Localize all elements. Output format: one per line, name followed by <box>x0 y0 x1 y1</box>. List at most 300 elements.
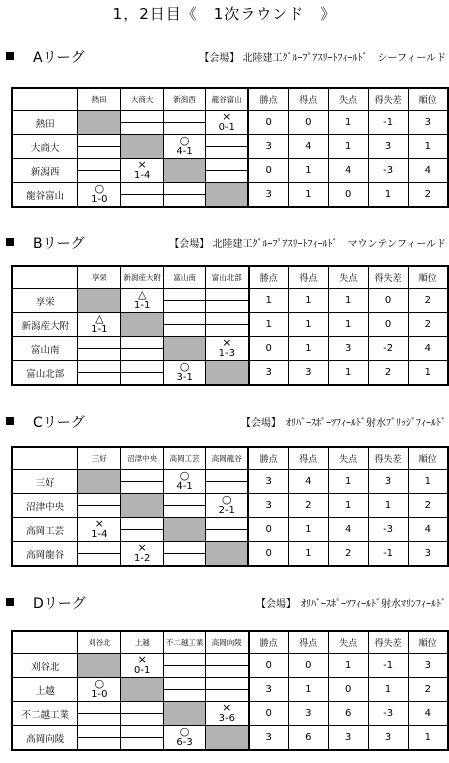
stat-value: 2 <box>288 494 328 518</box>
match-score: 4-1 <box>176 146 193 157</box>
match-result-cell <box>164 313 206 337</box>
match-result <box>78 494 120 517</box>
stat-value: 4 <box>408 337 448 361</box>
league-header <box>6 47 446 65</box>
match-result <box>164 135 205 158</box>
table-row <box>12 361 448 386</box>
match-result <box>164 542 205 565</box>
cell-divider <box>164 665 205 666</box>
stat-value: 1 <box>249 313 289 337</box>
table-row <box>12 494 448 518</box>
match-result <box>206 313 247 336</box>
league-table <box>11 630 449 751</box>
match-result <box>78 726 120 749</box>
match-result <box>78 135 120 158</box>
cell-divider <box>206 324 247 325</box>
match-result <box>121 111 163 134</box>
table-header-row <box>12 631 448 654</box>
stat-value: 0 <box>288 654 328 678</box>
result-mark: ○ <box>179 725 190 738</box>
square-bullet-icon <box>6 598 14 606</box>
table-row <box>12 678 448 702</box>
match-result-cell <box>164 111 206 135</box>
stat-value: 0 <box>368 313 408 337</box>
stat-value: 3 <box>248 135 288 159</box>
league-table <box>11 446 449 567</box>
match-result <box>206 337 247 360</box>
match-result-cell <box>206 494 249 518</box>
stat-value: 3 <box>368 135 408 159</box>
square-bullet-icon <box>6 417 14 425</box>
column-header-team: 享栄 <box>78 266 121 289</box>
match-result-cell <box>78 726 121 751</box>
row-team-name: 三好 <box>12 470 78 494</box>
column-header-team: 高岡龍谷 <box>206 447 249 470</box>
column-header-stat: 得失差 <box>368 447 408 470</box>
stat-value: 3 <box>368 726 408 751</box>
column-header-team: 新潟産大附 <box>121 266 164 289</box>
cell-divider <box>78 713 120 714</box>
column-header-stat: 順位 <box>408 266 448 289</box>
match-score: 2-1 <box>218 505 235 516</box>
match-result <box>121 361 163 384</box>
stat-value: 1 <box>328 654 368 678</box>
column-header-stat: 勝点 <box>248 447 288 470</box>
table-row <box>12 542 448 567</box>
result-mark: △ <box>137 288 147 301</box>
match-score: 1-1 <box>134 300 151 311</box>
stat-value: 1 <box>288 518 328 542</box>
league-header <box>6 593 446 611</box>
stat-value: 3 <box>248 183 288 208</box>
cell-divider <box>164 505 205 506</box>
match-result-cell <box>121 159 164 183</box>
stat-value: 3 <box>288 702 328 726</box>
match-result <box>78 542 120 565</box>
match-result-cell <box>121 111 164 135</box>
cell-divider <box>121 713 163 714</box>
row-team-name: 富山南 <box>12 337 78 361</box>
league-name: Cリーグ <box>33 415 85 431</box>
stat-value: 3 <box>249 678 289 702</box>
result-mark: ○ <box>221 493 232 506</box>
match-result <box>121 337 163 360</box>
match-result-cell <box>121 518 164 542</box>
stat-value: 4 <box>408 702 448 726</box>
match-result-cell <box>164 654 206 678</box>
column-header-team: 沼津中央 <box>121 447 164 470</box>
corner-cell <box>12 266 78 289</box>
column-header-stat: 得点 <box>288 266 328 289</box>
match-result-cell <box>206 135 249 159</box>
match-result <box>164 726 205 749</box>
match-result <box>164 111 205 134</box>
table-header-row <box>12 447 448 470</box>
column-header-stat: 勝点 <box>249 631 289 654</box>
result-mark: × <box>94 517 104 530</box>
stat-value: 1 <box>408 470 448 494</box>
match-result-cell <box>206 654 249 678</box>
stat-value: 2 <box>408 494 448 518</box>
self-match-cell <box>78 111 121 135</box>
match-score: 1-2 <box>133 553 151 564</box>
column-header-team: 高岡工芸 <box>164 447 206 470</box>
match-result-cell <box>206 337 249 361</box>
self-match-cell <box>121 313 164 337</box>
match-result-cell <box>206 678 249 702</box>
cell-divider <box>78 348 120 349</box>
match-result-cell <box>121 470 164 494</box>
stat-value: 0 <box>328 678 368 702</box>
cell-divider <box>206 529 247 530</box>
table-row <box>12 654 448 678</box>
match-score: 6-3 <box>176 737 193 748</box>
stat-value: 4 <box>408 159 448 183</box>
stat-value: 1 <box>368 183 408 208</box>
cell-divider <box>78 553 120 554</box>
match-result-cell <box>121 542 164 567</box>
corner-cell <box>12 88 78 111</box>
row-team-name: 大商大 <box>12 135 78 159</box>
column-header-stat: 得点 <box>288 447 328 470</box>
stat-value: -3 <box>368 518 408 542</box>
stat-value: -2 <box>368 337 408 361</box>
cell-divider <box>206 170 247 171</box>
stat-value: 3 <box>408 542 448 567</box>
row-team-name: 沼津中央 <box>12 494 78 518</box>
column-header-stat: 失点 <box>328 631 368 654</box>
square-bullet-icon <box>6 52 14 60</box>
stat-value: 3 <box>328 726 368 751</box>
stat-value: 1 <box>288 289 328 313</box>
match-result <box>78 337 120 360</box>
match-result-cell <box>78 361 121 386</box>
match-score: 3-1 <box>176 372 193 383</box>
match-result-cell <box>78 337 121 361</box>
self-match-cell <box>121 494 164 518</box>
stat-value: 6 <box>288 726 328 751</box>
result-mark: ○ <box>179 134 190 147</box>
match-result-cell <box>78 494 121 518</box>
match-result-cell <box>164 361 206 386</box>
result-mark: ○ <box>94 182 105 195</box>
result-mark: × <box>137 541 147 554</box>
row-team-name: 上越 <box>12 678 78 702</box>
stat-value: 3 <box>368 470 408 494</box>
stat-value: 1 <box>288 678 328 702</box>
stat-value: -1 <box>368 654 408 678</box>
stat-value: 0 <box>288 111 328 135</box>
stat-value: 1 <box>249 289 289 313</box>
match-result <box>78 159 120 182</box>
stat-value: 1 <box>288 337 328 361</box>
cell-divider <box>78 505 120 506</box>
stat-value: 4 <box>408 518 448 542</box>
match-result <box>121 542 163 565</box>
column-header-stat: 得失差 <box>368 88 408 111</box>
row-team-name: 享栄 <box>12 289 78 313</box>
cell-divider <box>164 194 205 195</box>
stat-value: 3 <box>328 337 368 361</box>
table-row <box>12 111 448 135</box>
table-header-row <box>12 88 448 111</box>
match-result-cell <box>121 702 164 726</box>
match-result-cell <box>164 135 206 159</box>
column-header-team: 大商大 <box>121 88 164 111</box>
match-result <box>164 654 205 677</box>
cell-divider <box>121 529 163 530</box>
match-result <box>78 678 120 701</box>
row-team-name: 富山北部 <box>12 361 78 386</box>
self-match-cell <box>78 654 121 678</box>
match-score: 0-1 <box>218 122 235 133</box>
match-result-cell <box>78 183 121 208</box>
stat-value: 1 <box>408 361 448 386</box>
stat-value: 3 <box>248 494 288 518</box>
corner-cell <box>12 631 78 654</box>
league-name: Dリーグ <box>33 596 86 612</box>
match-result <box>206 702 247 725</box>
match-result <box>164 361 205 384</box>
cell-divider <box>78 170 120 171</box>
match-result <box>121 702 163 725</box>
stat-value: 3 <box>249 726 289 751</box>
column-header-stat: 順位 <box>408 447 448 470</box>
league-venue: 【会場】 北陸建工ｸﾞﾙｰﾌﾟｱｽﾘｰﾄﾌｨｰﾙﾄﾞ シーフィールド <box>199 53 446 64</box>
match-result <box>164 678 205 701</box>
match-result-cell <box>164 726 206 751</box>
match-result-cell <box>121 361 164 386</box>
stat-value: 2 <box>328 542 368 567</box>
match-score: 0-1 <box>134 665 151 676</box>
stat-value: 4 <box>288 135 328 159</box>
stat-value: -1 <box>368 111 408 135</box>
stat-value: 3 <box>288 361 328 386</box>
cell-divider <box>164 553 205 554</box>
table-row <box>12 470 448 494</box>
match-result-cell <box>121 289 164 313</box>
league-venue: 【会場】 北陸建工ｸﾞﾙｰﾌﾟｱｽﾘｰﾄﾌｨｰﾙﾄﾞ マウンテンフィールド <box>169 239 446 250</box>
match-result-cell <box>206 702 249 726</box>
stat-value: 0 <box>248 111 288 135</box>
result-mark: × <box>137 158 147 171</box>
stat-value: 0 <box>248 518 288 542</box>
match-result <box>78 183 120 206</box>
match-result <box>121 159 163 182</box>
stat-value: 4 <box>328 159 368 183</box>
match-result-cell <box>78 678 121 702</box>
row-team-name: 高岡向陵 <box>12 726 78 751</box>
match-result-cell <box>78 518 121 542</box>
match-result-cell <box>206 313 249 337</box>
cell-divider <box>164 300 205 301</box>
stat-value: -3 <box>368 702 408 726</box>
match-result-cell <box>164 542 206 567</box>
self-match-cell <box>78 470 121 494</box>
league-table <box>11 87 449 208</box>
match-result <box>206 135 247 158</box>
cell-divider <box>121 481 163 482</box>
column-header-stat: 順位 <box>408 88 448 111</box>
match-result <box>206 470 247 493</box>
stat-value: 2 <box>408 678 448 702</box>
column-header-team: 龍谷富山 <box>206 88 249 111</box>
match-result <box>78 518 120 541</box>
table-row <box>12 337 448 361</box>
table-row <box>12 518 448 542</box>
table-row <box>12 313 448 337</box>
result-mark: ○ <box>179 360 190 373</box>
stat-value: 2 <box>408 313 448 337</box>
league-name: Bリーグ <box>33 236 85 252</box>
column-header-stat: 得点 <box>288 631 328 654</box>
match-result-cell <box>206 159 249 183</box>
cell-divider <box>121 372 163 373</box>
stat-value: 1 <box>328 135 368 159</box>
column-header-stat: 得点 <box>288 88 328 111</box>
match-result-cell <box>121 726 164 751</box>
row-team-name: 新潟西 <box>12 159 78 183</box>
match-result-cell <box>78 159 121 183</box>
league-table <box>11 265 449 386</box>
stat-value: 0 <box>328 183 368 208</box>
stat-value: 0 <box>249 702 289 726</box>
match-result <box>206 159 247 182</box>
match-result <box>206 654 247 677</box>
match-result <box>121 470 163 493</box>
stat-value: 6 <box>328 702 368 726</box>
self-match-cell <box>121 135 164 159</box>
result-mark: × <box>222 110 232 123</box>
match-score: 1-0 <box>91 194 108 205</box>
result-mark: × <box>222 701 232 714</box>
self-match-cell <box>121 678 164 702</box>
cell-divider <box>206 146 247 147</box>
match-result <box>78 702 120 725</box>
stat-value: 0 <box>249 654 289 678</box>
self-match-cell <box>206 183 249 208</box>
self-match-cell <box>164 159 206 183</box>
match-result-cell <box>78 702 121 726</box>
league-venue: 【会場】 ｵﾘﾊﾞｰｽﾎﾟｰﾂﾌｨｰﾙﾄﾞ射水ﾏﾘﾝﾌｨｰﾙﾄﾞ <box>256 599 446 610</box>
match-result-cell <box>78 313 121 337</box>
column-header-stat: 勝点 <box>249 266 289 289</box>
stat-value: 1 <box>408 726 448 751</box>
match-result <box>206 494 247 517</box>
column-header-team: 刈谷北 <box>78 631 121 654</box>
stat-value: 0 <box>248 159 288 183</box>
result-mark: × <box>137 653 147 666</box>
self-match-cell <box>164 337 206 361</box>
square-bullet-icon <box>6 238 14 246</box>
result-mark: × <box>222 336 232 349</box>
self-match-cell <box>206 726 249 751</box>
cell-divider <box>206 689 247 690</box>
match-result-cell <box>164 289 206 313</box>
result-mark: ○ <box>179 469 190 482</box>
match-score: 3-6 <box>218 713 235 724</box>
stat-value: 2 <box>368 361 408 386</box>
cell-divider <box>121 348 163 349</box>
result-mark: △ <box>95 312 104 325</box>
match-result-cell <box>78 135 121 159</box>
row-team-name: 新潟産大附 <box>12 313 78 337</box>
league-header <box>6 412 446 430</box>
column-header-stat: 順位 <box>408 631 448 654</box>
match-result-cell <box>206 470 249 494</box>
stat-value: 1 <box>368 678 408 702</box>
match-result <box>206 518 247 541</box>
column-header-team: 熱田 <box>78 88 121 111</box>
stat-value: 1 <box>368 494 408 518</box>
league-header <box>6 233 446 251</box>
row-team-name: 刈谷北 <box>12 654 78 678</box>
table-row <box>12 702 448 726</box>
match-score: 4-1 <box>176 481 193 492</box>
cell-divider <box>121 122 163 123</box>
self-match-cell <box>164 518 206 542</box>
table-row <box>12 159 448 183</box>
stat-value: 3 <box>249 361 289 386</box>
self-match-cell <box>206 361 249 386</box>
stat-value: 0 <box>248 542 288 567</box>
match-result-cell <box>164 183 206 208</box>
self-match-cell <box>206 542 249 567</box>
league-name: Aリーグ <box>33 50 85 66</box>
stat-value: -3 <box>368 159 408 183</box>
stat-value: 1 <box>328 111 368 135</box>
match-result <box>164 183 205 206</box>
match-result <box>78 313 120 336</box>
column-header-stat: 得失差 <box>368 631 408 654</box>
column-header-team: 高岡向陵 <box>206 631 249 654</box>
stat-value: 0 <box>249 337 289 361</box>
match-result <box>164 470 205 493</box>
table-row <box>12 726 448 751</box>
stat-value: 2 <box>408 183 448 208</box>
stat-value: -1 <box>368 542 408 567</box>
stat-value: 4 <box>288 470 328 494</box>
match-result <box>121 518 163 541</box>
match-result-cell <box>164 678 206 702</box>
cell-divider <box>206 665 247 666</box>
match-score: 1-1 <box>91 324 108 335</box>
match-score: 1-4 <box>91 529 108 540</box>
column-header-team: 富山北部 <box>206 266 249 289</box>
cell-divider <box>121 194 163 195</box>
table-header-row <box>12 266 448 289</box>
match-score: 1-3 <box>218 348 235 359</box>
stat-value: 0 <box>368 289 408 313</box>
column-header-team: 新潟西 <box>164 88 206 111</box>
match-result-cell <box>121 337 164 361</box>
cell-divider <box>164 324 205 325</box>
column-header-stat: 失点 <box>328 447 368 470</box>
row-team-name: 不二越工業 <box>12 702 78 726</box>
stat-value: 1 <box>288 183 328 208</box>
match-result <box>206 678 247 701</box>
stat-value: 1 <box>328 313 368 337</box>
column-header-team: 不二越工業 <box>164 631 206 654</box>
stat-value: 1 <box>328 289 368 313</box>
table-row <box>12 289 448 313</box>
stat-value: 1 <box>288 159 328 183</box>
cell-divider <box>206 481 247 482</box>
stat-value: 1 <box>328 470 368 494</box>
match-result-cell <box>78 542 121 567</box>
match-result <box>164 313 205 336</box>
match-result <box>78 361 120 384</box>
